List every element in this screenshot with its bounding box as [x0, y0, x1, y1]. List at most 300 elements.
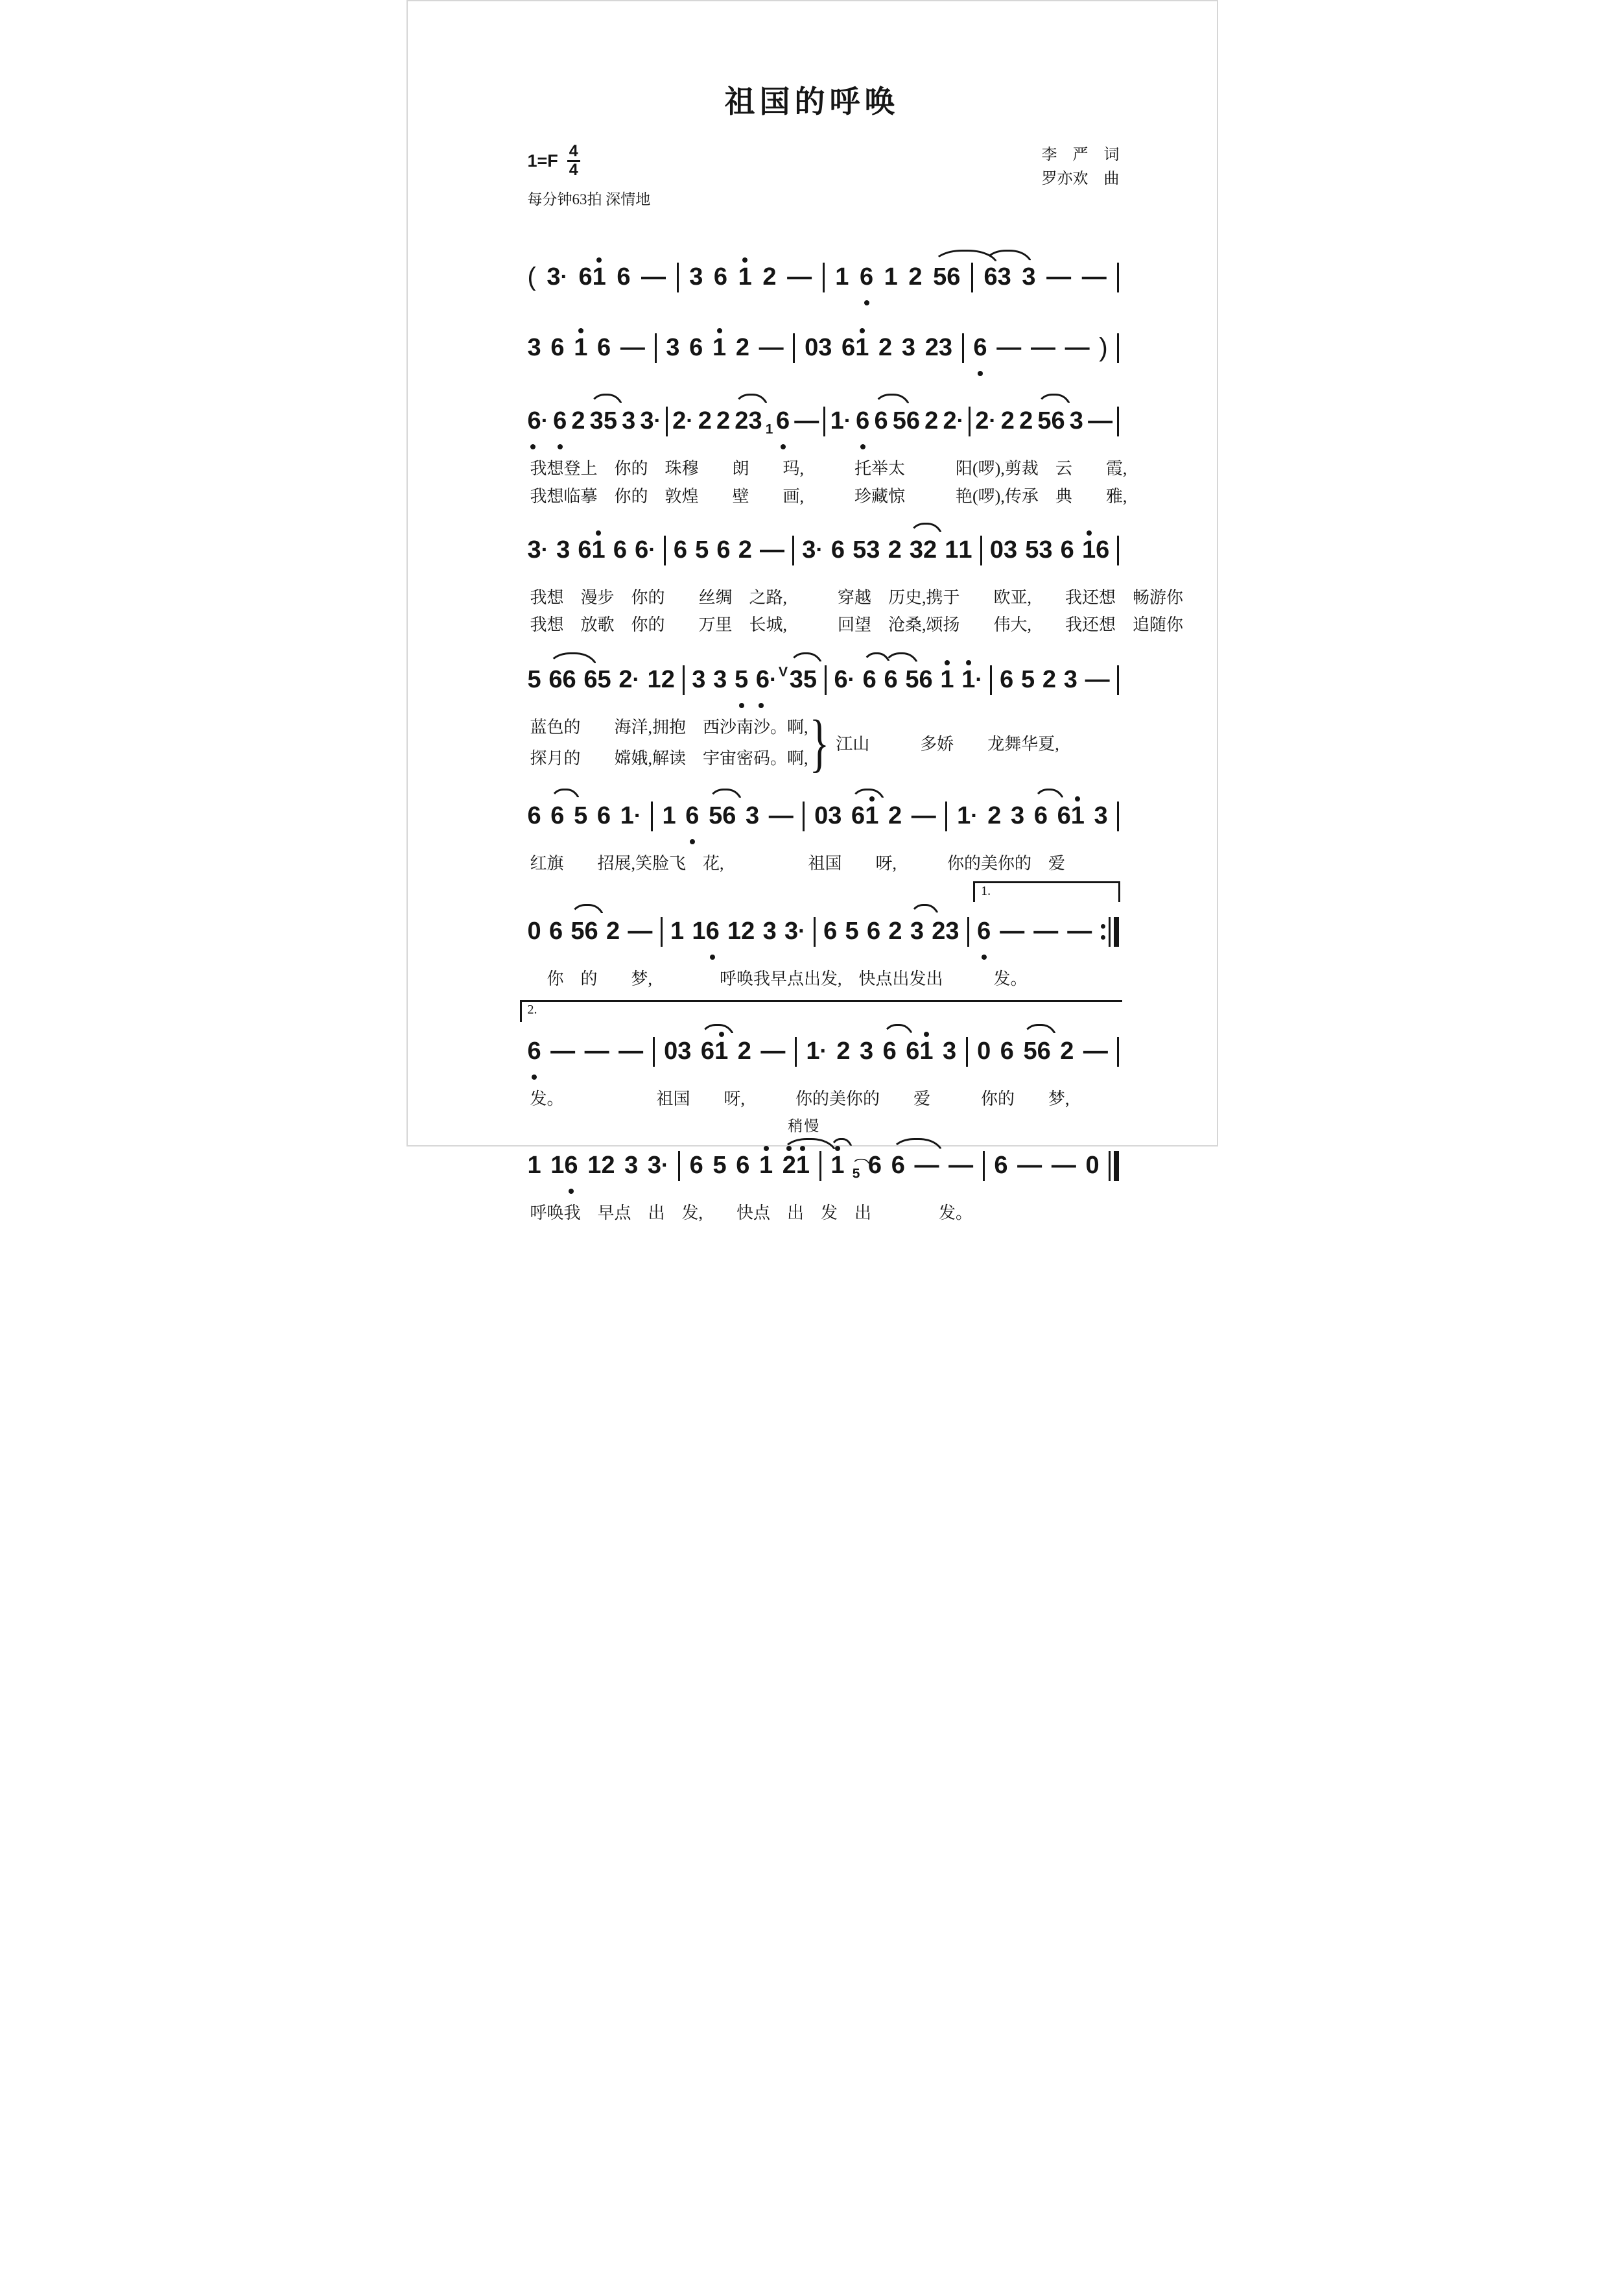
octave-dot-below [856, 444, 869, 452]
note-token: 2 [1019, 398, 1033, 452]
barline [1117, 254, 1119, 292]
tempo-change-label: 稍慢 [788, 1118, 821, 1135]
note-token: 6 [613, 527, 627, 581]
meta-row [408, 121, 1217, 209]
duration-underline [987, 831, 1001, 839]
note-token: 3 [943, 1038, 957, 1065]
lyrics-row: 你 的 梦, 呼唤我早点出发, 快点出发出 发。 [530, 969, 1028, 988]
duration-underline [841, 363, 869, 371]
duration-underline [664, 1067, 691, 1075]
duration-underline [528, 695, 541, 703]
note-token: 6 · [528, 398, 548, 452]
note-token: 3 [1022, 263, 1036, 291]
barline [1117, 527, 1119, 565]
duration-underline [735, 695, 748, 703]
octave-dot-below [528, 1075, 541, 1082]
note-token: 0 3 [990, 527, 1017, 581]
duration-underline [910, 947, 924, 955]
note-token: — [1051, 1152, 1076, 1180]
barline [969, 398, 971, 436]
barline [967, 909, 969, 947]
barline [793, 325, 795, 363]
barline [653, 1028, 655, 1067]
note-token: 0 3 [664, 1028, 691, 1082]
notes-row [527, 1118, 1120, 1196]
note-token: 2 [762, 263, 777, 291]
augmentation-dot: · [661, 1153, 669, 1178]
note-token: 2 [606, 917, 620, 945]
augmentation-dot: · [686, 409, 694, 433]
note-token: — [1017, 1152, 1042, 1180]
duration-underline [583, 695, 611, 703]
duration-underline [906, 1067, 933, 1075]
note-token: — [1033, 917, 1059, 945]
parenthesis: ( [527, 263, 536, 291]
note-token: 5 6 [893, 398, 920, 452]
notes-row [528, 398, 1120, 452]
note-token: — [1046, 263, 1072, 291]
note-token: 3 [624, 1143, 638, 1196]
note-token: — [1088, 407, 1113, 434]
note-token: 3 · [547, 254, 567, 308]
duration-underline [672, 436, 693, 444]
duration-underline [622, 436, 635, 444]
note-token: 0 3 [805, 325, 832, 379]
note-token: 6 [977, 909, 991, 962]
lyrics-row: 江山 多娇 龙舞华夏, [836, 735, 1059, 754]
duration-underline [945, 565, 972, 573]
final-barline [1109, 1143, 1119, 1181]
note-token: — [1083, 1038, 1108, 1065]
note-token: 1 [662, 793, 676, 847]
note-token: 3 [1011, 802, 1025, 829]
note-token: 2 [735, 334, 749, 361]
duration-underline [550, 1181, 578, 1189]
note-token: 2 · [618, 657, 639, 711]
note-token: 2 [571, 398, 585, 452]
barline [971, 254, 973, 292]
music-system-intro-1 [528, 254, 1120, 308]
meter-numerator: 4 [567, 143, 580, 162]
duration-underline [860, 292, 873, 300]
note-token: 6 [1000, 1038, 1014, 1065]
note-token: 2 [1001, 398, 1015, 452]
note-token: — [759, 536, 784, 564]
key-signature [528, 143, 651, 178]
note-token: 6 [716, 527, 730, 581]
lyrics-row: 我想临摹 你的 敦煌 壁 画, 珍藏惊 艳(啰),传承 典 雅, [530, 486, 1127, 506]
note-token: 1 [712, 325, 726, 379]
barline [1117, 1028, 1119, 1067]
note-token: 2 [987, 793, 1001, 847]
duration-underline [763, 947, 777, 955]
note-token: 6 1 [841, 325, 869, 379]
octave-dot-above [944, 657, 950, 665]
duration-underline [574, 831, 587, 839]
augmentation-dot: · [769, 667, 777, 693]
duration-underline [984, 292, 1011, 300]
tempo-text: 每分钟63拍 深情地 [527, 191, 651, 208]
note-token: 1 [528, 1143, 541, 1196]
lyrics-row: 探月的 嫦娥,解读 宇宙密码。啊, [530, 748, 808, 768]
note-token: — [628, 917, 653, 945]
note-token: — [760, 1038, 786, 1065]
duration-underline [835, 292, 849, 300]
duration-underline [674, 565, 687, 573]
octave-dot-above [716, 325, 723, 333]
augmentation-dot: · [975, 667, 983, 693]
barline [795, 1028, 797, 1067]
duration-underline [823, 947, 837, 955]
note-token: 5 6 [1023, 1028, 1050, 1082]
breath-mark: V [779, 665, 788, 680]
note-token: 5 [1021, 666, 1035, 694]
note-token: — [1000, 917, 1025, 945]
note-token: 3 [746, 802, 760, 829]
note-token: 5 [845, 917, 859, 945]
barline [677, 254, 679, 292]
note-token: 2 [1060, 1038, 1074, 1065]
note-token: 6 [1034, 793, 1048, 847]
duration-underline [1023, 1067, 1050, 1075]
first-ending-label: 1. [981, 883, 991, 898]
note-token: 5 [695, 536, 709, 564]
note-token: 5 6 [571, 909, 598, 962]
note-token: — [759, 334, 784, 361]
barline [990, 657, 992, 695]
note-token: — [1030, 334, 1055, 361]
octave-dot-below [977, 955, 991, 962]
composer-credit: 罗亦欢 曲 [1041, 171, 1120, 188]
note-token: — [996, 334, 1022, 361]
sheet-music-page [406, 0, 1218, 1223]
note-token: 6 [863, 657, 877, 711]
octave-dot-below [735, 703, 748, 711]
duration-underline [888, 565, 902, 573]
octave-dot-below [564, 1189, 578, 1196]
augmentation-dot: · [560, 265, 568, 289]
note-token: — [911, 802, 936, 829]
lyrics-row: 我想 漫步 你的 丝绸 之路, 穿越 历史,携于 欧亚, 我还想 畅游你 [530, 588, 1184, 607]
note-token: 2 3 [932, 909, 959, 962]
note-token: 1 [940, 657, 954, 711]
note-token: 3 · [802, 527, 823, 581]
note-token: 6 [831, 527, 845, 581]
note-token: 2 · [943, 398, 963, 452]
note-token: 6 1 [578, 527, 605, 581]
note-token: 1 2 [727, 909, 755, 962]
note-token: — [1081, 263, 1107, 291]
note-token: 6 · [756, 657, 777, 711]
note-token: 2 1 [783, 1143, 810, 1196]
barline [683, 657, 685, 695]
octave-dot-above [596, 254, 602, 263]
duration-underline [893, 436, 920, 444]
note-token: 6 [548, 917, 563, 945]
note-token: 6 6 [548, 657, 576, 711]
duration-underline [814, 831, 841, 839]
augmentation-dot: · [633, 803, 642, 828]
note-token: 2 [716, 398, 730, 452]
note-token: 0 [528, 909, 541, 962]
note-token: 1 6 [550, 1143, 578, 1196]
note-token: 5 6 [933, 254, 960, 308]
note-token: 6 [674, 527, 687, 581]
note-token: 6 [528, 793, 541, 847]
note-token: 6 [867, 909, 880, 962]
note-token: 6 [597, 793, 611, 847]
note-token: 6 [1000, 657, 1013, 711]
note-token: 2 [908, 263, 923, 291]
duration-underline [556, 565, 570, 573]
note-token: 6 1 [701, 1028, 728, 1082]
duration-underline [578, 292, 606, 300]
note-token: 2 [836, 1028, 850, 1082]
note-token: 6 · [635, 527, 655, 581]
music-system-ending-2 [527, 1003, 1120, 1110]
augmentation-dot: · [956, 409, 964, 433]
note-token: 3 [666, 325, 679, 379]
note-token: 1 [830, 1143, 844, 1196]
duration-underline [597, 831, 611, 839]
note-token: 6 [860, 254, 873, 308]
duration-underline [856, 436, 869, 444]
lyrics-split-block [528, 707, 1120, 779]
notes-row [528, 527, 1120, 581]
duration-underline [738, 292, 752, 300]
duration-underline [790, 695, 817, 703]
note-token: — [794, 407, 819, 434]
octave-dot-above [834, 1143, 841, 1151]
note-token: — [1085, 666, 1110, 694]
note-token: 6 [553, 398, 567, 452]
duration-underline [806, 1067, 827, 1075]
key-label: 1=F [527, 150, 558, 171]
note-token: 3 · [648, 1143, 668, 1196]
notes-row [528, 657, 1120, 711]
duration-underline [613, 565, 627, 573]
duration-underline [698, 436, 712, 444]
barline [819, 1143, 821, 1181]
duration-underline [709, 831, 736, 839]
duration-underline [905, 695, 932, 703]
duration-underline [712, 363, 726, 371]
octave-dot-below [706, 955, 720, 962]
note-token: 2 [737, 1038, 751, 1065]
duration-underline [902, 363, 915, 371]
duration-underline [716, 436, 730, 444]
repeat-barline [1101, 909, 1119, 962]
augmentation-dot: · [847, 667, 855, 693]
barline [1117, 398, 1119, 436]
note-token: — [914, 1152, 939, 1180]
music-system-chorus-1 [527, 657, 1120, 779]
octave-dot-below [973, 371, 987, 379]
octave-dot-above [763, 1143, 770, 1151]
duration-underline [933, 292, 960, 300]
duration-underline [716, 565, 730, 573]
meter-denominator: 4 [569, 160, 578, 179]
note-token: 1 1 [945, 527, 972, 581]
lyricist-credit: 李 严 词 [1041, 147, 1120, 163]
note-token: 6 [1061, 527, 1074, 581]
octave-dot-above [869, 793, 875, 802]
duration-underline [957, 831, 978, 839]
octave-dot-above [923, 1028, 930, 1037]
octave-dot-above [859, 325, 865, 333]
duration-underline [662, 831, 676, 839]
duration-underline [528, 1181, 541, 1189]
note-token: 6 3 [984, 254, 1011, 308]
duration-underline [689, 292, 703, 300]
note-token: 1 [884, 254, 898, 308]
score-area [408, 209, 1217, 1224]
note-token: 3 [692, 666, 706, 694]
barline [664, 527, 666, 565]
note-token: 3 [1069, 407, 1083, 434]
note-token: 5 6 [905, 657, 932, 711]
note-token: 3 [713, 666, 727, 694]
music-system-final [527, 1118, 1120, 1224]
note-token: 5 [712, 1152, 727, 1180]
duration-underline [940, 695, 954, 703]
note-token: — [641, 263, 666, 291]
note-token: 1 6 [1082, 527, 1109, 581]
barline [661, 909, 663, 947]
note-token: 6 [528, 1028, 541, 1082]
note-token: 3 [910, 909, 924, 962]
octave-dot-below [776, 444, 790, 452]
notes-row [528, 254, 1120, 308]
octave-dot-below [685, 839, 699, 847]
note-token: 2 · [672, 398, 693, 452]
duration-underline [1061, 565, 1074, 573]
augmentation-dot: · [989, 409, 996, 433]
barline [825, 657, 827, 695]
note-token: 5 3 [853, 527, 880, 581]
duration-underline [692, 947, 719, 955]
note-token: 2 [924, 407, 939, 434]
octave-dot-below [860, 300, 873, 308]
note-token: 2 3 [735, 398, 762, 452]
duration-underline [830, 1181, 844, 1189]
barline [945, 793, 947, 831]
music-system-verse-1 [527, 398, 1127, 508]
duration-underline [574, 363, 587, 371]
augmentation-dot: · [541, 409, 548, 433]
octave-dot-above [799, 1143, 806, 1151]
lyrics-row: 我想登上 你的 珠穆 朗 玛, 托举太 阳(啰),剪裁 云 霞, [530, 459, 1127, 478]
octave-dot-above [595, 527, 602, 536]
note-token: 6 [994, 1152, 1008, 1180]
note-token: 6 1 [851, 793, 878, 847]
time-signature [567, 143, 580, 178]
duration-underline [783, 1181, 810, 1189]
grace-note: 5 [853, 1161, 860, 1191]
note-token: 5 6 [709, 793, 736, 847]
duration-underline [831, 565, 845, 573]
duration-underline [830, 436, 851, 444]
barline [1117, 793, 1119, 831]
first-ending-group [977, 883, 1119, 962]
octave-dot-below [528, 444, 538, 452]
note-token: 6 1 [578, 254, 606, 308]
note-token: 1 · [620, 793, 641, 847]
duration-underline [1037, 436, 1065, 444]
note-token: 6 1 [1057, 793, 1085, 847]
duration-underline [925, 363, 952, 371]
credits-block [1042, 143, 1120, 191]
note-token: 2 [1042, 657, 1056, 711]
duration-underline [690, 1181, 703, 1189]
note-token: 3 [556, 527, 570, 581]
lyrics-row: 呼唤我 早点 出 发, 快点 出 发 出 发。 [530, 1204, 973, 1223]
note-token: — [948, 1152, 974, 1180]
lyrics-row: 红旗 招展,笑脸飞 花, 祖国 呀, 你的美你的 爱 [530, 853, 1066, 873]
barline [678, 1143, 680, 1181]
note-token: 3 · [528, 527, 548, 581]
note-token: 3 [528, 325, 541, 379]
note-token: 6 [689, 334, 703, 361]
duration-underline [836, 1067, 850, 1075]
note-token: 6 [617, 263, 631, 291]
duration-underline [670, 947, 684, 955]
note-token: — [620, 334, 645, 361]
duration-underline [666, 363, 679, 371]
note-token: — [768, 802, 794, 829]
second-ending-label: 2. [527, 1003, 537, 1017]
note-token: 1 · [961, 657, 982, 711]
barline [1117, 325, 1119, 363]
duration-underline [1000, 695, 1013, 703]
note-token: 6 [856, 398, 869, 452]
augmentation-dot: · [653, 409, 661, 433]
note-token: 3 [1094, 802, 1108, 829]
octave-dot-below [553, 444, 567, 452]
note-token: 6 5 [583, 657, 611, 711]
note-token: 1 [759, 1143, 773, 1196]
barline [983, 1143, 985, 1181]
notes-row [527, 1003, 1120, 1082]
note-token: 6 [973, 325, 987, 379]
note-token: 2 [698, 398, 712, 452]
repeat-dots [1101, 917, 1105, 947]
note-token: 6 [597, 334, 611, 361]
note-token: 6 [736, 1143, 749, 1196]
duration-underline [587, 1181, 615, 1189]
note-token: 1 · [830, 398, 851, 452]
duration-underline [571, 436, 585, 444]
duration-underline [867, 947, 880, 955]
note-token: 6 1 [906, 1028, 933, 1082]
note-token: 6 [685, 793, 699, 847]
note-token: 6 [867, 1152, 882, 1180]
note-token: 3 [689, 254, 703, 308]
lyrics-brace: } [809, 707, 830, 779]
augmentation-dot: · [816, 537, 823, 562]
octave-dot-above [742, 254, 748, 263]
note-token: — [550, 1038, 576, 1065]
note-token: — [1065, 334, 1090, 361]
music-system-verse-2 [527, 527, 1184, 637]
duration-underline [648, 695, 675, 703]
note-token: 6 [550, 793, 564, 847]
first-ending-bracket [973, 881, 1120, 902]
duration-underline [528, 831, 541, 839]
duration-underline [578, 565, 605, 573]
note-token: 1 [835, 254, 849, 308]
duration-underline [1057, 831, 1085, 839]
